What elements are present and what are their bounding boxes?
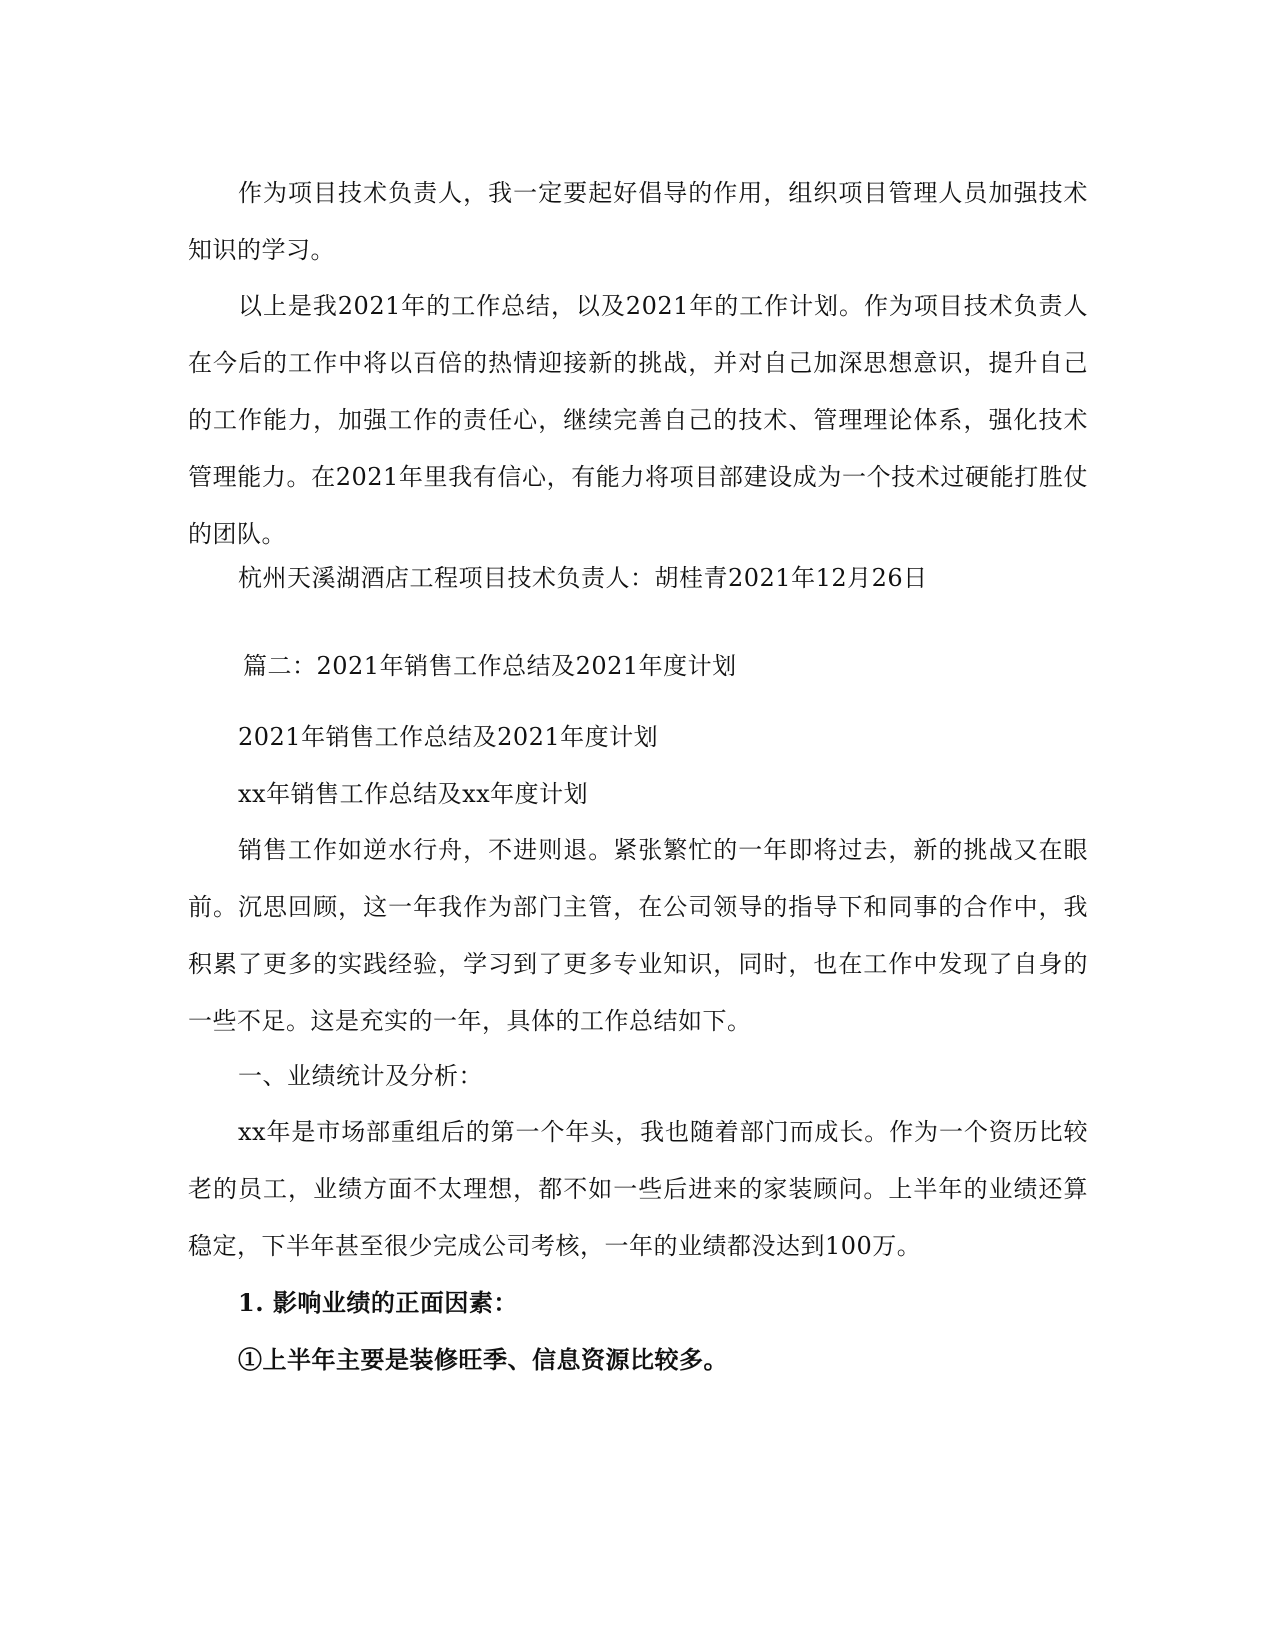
heading-first-half-factor: ①上半年主要是装修旺季、信息资源比较多。 <box>238 1345 728 1374</box>
paragraph-tech-lead-role: 作为项目技术负责人，我一定要起好倡导的作用，组织项目管理人员加强技术知识的学习。 <box>188 179 1088 264</box>
subtitle-xx: xx年销售工作总结及xx年度计划 <box>238 780 589 808</box>
heading-positive-factors: 1. 影响业绩的正面因素： <box>238 1288 518 1317</box>
paragraph-performance-detail: xx年是市场部重组后的第一个年头，我也随着部门而成长。作为一个资历比较老的员工，业绩方面不太理想，都不如一些后进来的家装顾问。上半年的业绩还算稳定，下半年甚至很少完成公司考核，一年的业绩都没达到100万。 <box>188 1118 1088 1260</box>
signature-line: 杭州天溪湖酒店工程项目技术负责人：胡桂青2021年12月26日 <box>238 564 928 592</box>
paragraph-sales-intro: 销售工作如逆水行舟，不进则退。紧张繁忙的一年即将过去，新的挑战又在眼前。沉思回顾，这一年我作为部门主管，在公司领导的指导下和同事的合作中，我积累了更多的实践经验，学习到了更多专业知识，同时，也在工作中发现了自身的一些不足。这是充实的一年，具体的工作总结如下。 <box>188 836 1088 1035</box>
paragraph-summary-conclusion: 以上是我2021年的工作总结，以及2021年的工作计划。作为项目技术负责人在今后的工作中将以百倍的热情迎接新的挑战，并对自己加深思想意识，提升自己的工作能力，加强工作的责任心，继续完善自己的技术、管理理论体系，强化技术管理能力。在2021年里我有信心，有能力将项目部建设成为一个技术过硬能打胜仗的团队。 <box>188 292 1088 548</box>
section-title: 篇二：2021年销售工作总结及2021年度计划 <box>243 652 737 680</box>
subtitle-2021: 2021年销售工作总结及2021年度计划 <box>238 723 659 751</box>
heading-performance-stats: 一、业绩统计及分析： <box>238 1062 483 1090</box>
